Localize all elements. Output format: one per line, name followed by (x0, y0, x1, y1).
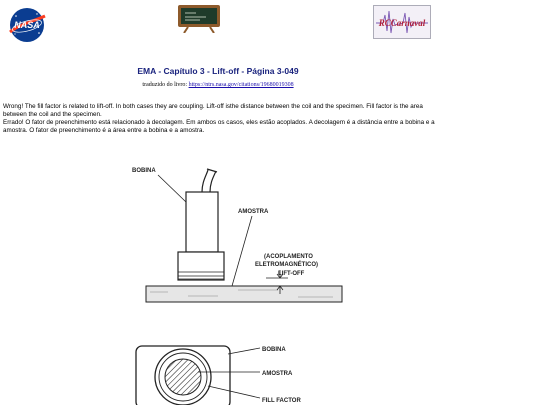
label-bobina-2: BOBINA (262, 347, 286, 353)
page-title: EMA - Capítulo 3 - Lift-off - Página 3-049 (137, 66, 299, 76)
portuguese-paragraph: Errado! O fator de preenchimento está relacionado à decolagem. Em ambos os casos, eles estão acoplados. A decolagem é a distância entre a bobina e a amostra. O fator de preenchimento é a área entre a bobina e a amostra. (3, 119, 435, 134)
label-fill-factor: FILL FACTOR (262, 398, 301, 404)
label-bobina: BOBINA (132, 168, 156, 174)
liftoff-figure (128, 158, 350, 306)
source-prefix: traduzido do livro: (142, 82, 188, 88)
nasa-wordmark: NASA (14, 20, 40, 30)
rc-wordmark: RCCarnaval (378, 18, 426, 28)
leader-bobina-2 (228, 348, 260, 354)
specimen-cross-section (165, 359, 201, 395)
chalkboard-icon[interactable] (176, 3, 222, 33)
leader-bobina (158, 175, 186, 202)
source-link[interactable]: https://ntrs.nasa.gov/citations/19680019308 (188, 82, 294, 88)
probe-body (186, 192, 218, 252)
label-amostra: AMOSTRA (238, 209, 269, 215)
label-acoplamento-1: (ACOPLAMENTO (264, 254, 313, 260)
rc-logo[interactable] (373, 5, 431, 39)
source-line (0, 82, 436, 88)
label-acoplamento-2: ELETROMAGNÉTICO) (255, 262, 318, 268)
leader-amostra (232, 216, 252, 286)
fill-factor-figure (128, 340, 328, 405)
label-amostra-2: AMOSTRA (262, 371, 293, 377)
nasa-logo (6, 6, 48, 44)
cable (202, 170, 208, 192)
label-liftoff: LIFT-OFF (278, 271, 305, 277)
specimen-block (146, 286, 342, 302)
english-paragraph: Wrong! The fill factor is related to lift-off. In both cases they are coupling. Lift-off isthe distance between the coil and the specimen. Fill factor is the area between the coil and the specimen. (3, 103, 423, 118)
